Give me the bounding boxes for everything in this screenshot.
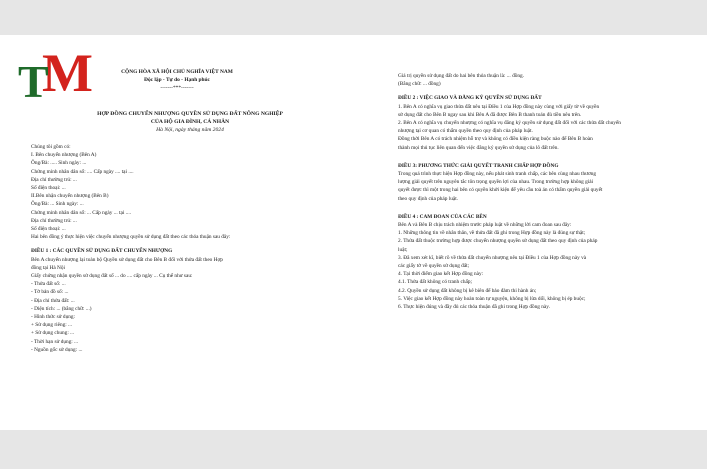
article-1-line: - Diện tích: ... (bằng chữ: ...) bbox=[31, 305, 92, 312]
article-2-line: thành mọi thủ tục liên quan đến việc đăng ký quyền sử dụng của lô đất trên. bbox=[398, 144, 559, 151]
article-1 bbox=[31, 247, 331, 354]
document-page bbox=[0, 35, 707, 430]
parties-line: Chứng minh nhân dân số: .... Cấp ngày .... tại .... bbox=[31, 168, 134, 175]
article-3-line: theo quy định của pháp luật. bbox=[398, 195, 459, 202]
price-words-line: (Bằng chữ: ... đồng) bbox=[398, 81, 441, 88]
parties-line: Ông/Bà: ... Sinh ngày: ... bbox=[31, 201, 84, 208]
article-1-heading: ĐIỀU 1 : CÁC QUYỀN SỬ DỤNG ĐẤT CHUYỂN NHƯỢNG bbox=[31, 248, 173, 255]
header-separator: -------***------- bbox=[160, 85, 194, 91]
article-3-line: Trong quá trình thực hiện Hợp đồng này, nếu phát sinh tranh chấp, các bên cùng nhau thương bbox=[398, 171, 597, 178]
parties-line: Số điện thoại: ... bbox=[31, 185, 66, 192]
country-name: CỘNG HÒA XÃ HỘI CHỦ NGHĨA VIỆT NAM bbox=[121, 69, 233, 75]
article-4 bbox=[398, 213, 700, 311]
parties-line: Số điện thoại: ... bbox=[31, 226, 66, 233]
article-1-line: - Thời hạn sử dụng: ... bbox=[31, 338, 79, 345]
article-1-line: Bên A chuyển nhượng lại toàn bộ Quyền sử dụng đất cho Bên B đối với thửa đất theo Hợp bbox=[31, 256, 223, 263]
article-2-heading: ĐIỀU 2 : VIỆC GIAO VÀ ĐĂNG KÝ QUYỀN SỬ DỤNG ĐẤT bbox=[398, 95, 542, 102]
article-2 bbox=[398, 94, 700, 151]
article-4-line: luật; bbox=[398, 246, 408, 253]
national-motto: Độc lập - Tự do - Hạnh phúc bbox=[144, 77, 210, 83]
logo-letter-t: T bbox=[18, 56, 49, 101]
article-2-line: nhượng tại cơ quan có thẩm quyền theo quy định của pháp luật. bbox=[398, 128, 533, 135]
article-4-heading: ĐIỀU 4 : CAM ĐOAN CỦA CÁC BÊN bbox=[398, 213, 487, 220]
left-column bbox=[31, 143, 331, 354]
article-4-line: 2. Thửa đất thuộc trường hợp được chuyển nhượng quyền sử dụng đất theo quy định của pháp bbox=[398, 238, 598, 245]
article-4-line: 1. Những thông tin về nhân thân, về thửa đất đã ghi trong Hợp đồng này là đúng sự thật; bbox=[398, 230, 586, 237]
article-2-line: 1. Bên A có nghĩa vụ giao thửa đất nêu tại Điều 1 của Hợp đồng này cùng với giấy tờ về quyền bbox=[398, 103, 600, 110]
parties-line: Địa chỉ thường trú: ... bbox=[31, 176, 77, 183]
article-4-line: 4. Tại thời điểm giao kết Hợp đồng này: bbox=[398, 271, 484, 278]
article-1-line: Giấy chứng nhận quyền sử dụng đất số ... do .... cấp ngày ... Cụ thể như sau: bbox=[31, 273, 193, 280]
parties-line: Chứng minh nhân dân số: ... Cấp ngày ... tại .... bbox=[31, 209, 131, 216]
article-2-line: 2. Bên A có nghĩa vụ chuyển nhượng có nghĩa vụ đăng ký quyền sử dụng đất đối với các thửa đất chuyển bbox=[398, 120, 621, 127]
article-3-line: quyết được thì một trong hai bên có quyền khởi kiện để yêu cầu toà án có thẩm quyền giải quyết bbox=[398, 187, 603, 194]
article-4-line: 3. Đã xem xét kĩ, biết rõ về thửa đất chuyển nhượng nêu tại Điều 1 của Hợp đồng này và bbox=[398, 254, 587, 261]
article-2-line: Đồng thời Bên A có trách nhiệm hỗ trợ và không có điều kiện ràng buộc nào để Bên B hoàn bbox=[398, 136, 593, 143]
article-4-line: 4.2. Quyền sử dụng đất không bị kê biên để bảo đảm thi hành án; bbox=[398, 287, 537, 294]
parties-line: Hai bên đồng ý thực hiện việc chuyển nhượng quyền sử dụng đất theo các thỏa thuận sau đây: bbox=[31, 234, 231, 241]
article-1-line: - Tờ bản đồ số: ... bbox=[31, 289, 69, 296]
article-1-line: + Sử dụng riêng: ... bbox=[31, 322, 73, 329]
national-header bbox=[107, 68, 247, 92]
article-3 bbox=[398, 162, 700, 203]
article-3-line: lượng giải quyết trên nguyên tắc tôn trọng quyền lợi của nhau. Trong trường hợp không giải bbox=[398, 179, 594, 186]
parties-line: Địa chỉ thường trú: ... bbox=[31, 217, 77, 224]
article-1-line: - Địa chỉ thửa đất: ... bbox=[31, 297, 75, 304]
article-1-line: + Sử dụng chung: ... bbox=[31, 330, 75, 337]
tm-logo bbox=[18, 45, 96, 101]
right-column bbox=[398, 72, 700, 311]
article-4-line: 4.1. Thửa đất không có tranh chấp; bbox=[398, 279, 472, 286]
parties-section bbox=[31, 143, 331, 241]
article-1-line: - Thửa đất số: ... bbox=[31, 281, 66, 288]
price-line: Giá trị quyền sử dụng đất do hai bên thỏa thuận là: ... đồng. bbox=[398, 73, 525, 79]
article-3-heading: ĐIỀU 3: PHƯƠNG THỨC GIẢI QUYẾT TRANH CHẤP HỢP ĐỒNG bbox=[398, 162, 559, 169]
article-4-line: Bên A và Bên B chịu trách nhiệm trước pháp luật về những lời cam đoan sau đây: bbox=[398, 222, 572, 229]
parties-line: Chúng tôi gồm có: bbox=[31, 144, 71, 150]
title-line-2: CỦA HỘ GIA ĐÌNH, CÁ NHÂN bbox=[150, 119, 230, 125]
contract-title bbox=[40, 110, 340, 134]
article-4-line: các giấy tờ về quyền sử dụng đất; bbox=[398, 263, 470, 270]
parties-line: Ông/Bà: ..... Sinh ngày: ... bbox=[31, 160, 87, 167]
article-1-line: - Hình thức sử dụng: bbox=[31, 314, 75, 321]
parties-line: II.Bên nhận chuyển nhượng (Bên B) bbox=[31, 193, 109, 200]
article-4-line: 6. Thực hiện đúng và đầy đủ các thỏa thuận đã ghi trong Hợp đồng này. bbox=[398, 304, 550, 311]
title-line-1: HỢP ĐỒNG CHUYỂN NHƯỢNG QUYỀN SỬ DỤNG ĐẤT NÔNG NGHIỆP bbox=[97, 111, 283, 117]
article-4-line: 5. Việc giao kết Hợp đồng này hoàn toàn tự nguyện, không bị lừa dối, không bị ép buộc; bbox=[398, 295, 586, 302]
article-2-line: sử dụng đất cho Bên B ngay sau khi Bên A đã được Bên B thanh toán đủ tiền nêu trên. bbox=[398, 111, 582, 118]
article-1-line: đồng tại Hà Nội bbox=[31, 264, 65, 271]
parties-line: I. Bên chuyển nhượng (Bên A) bbox=[31, 152, 97, 159]
logo-letter-m: M bbox=[42, 45, 93, 101]
contract-date: Hà Nội, ngày tháng năm 2024 bbox=[156, 127, 224, 133]
article-1-line: - Nguồn gốc sử dụng: ... bbox=[31, 346, 83, 353]
